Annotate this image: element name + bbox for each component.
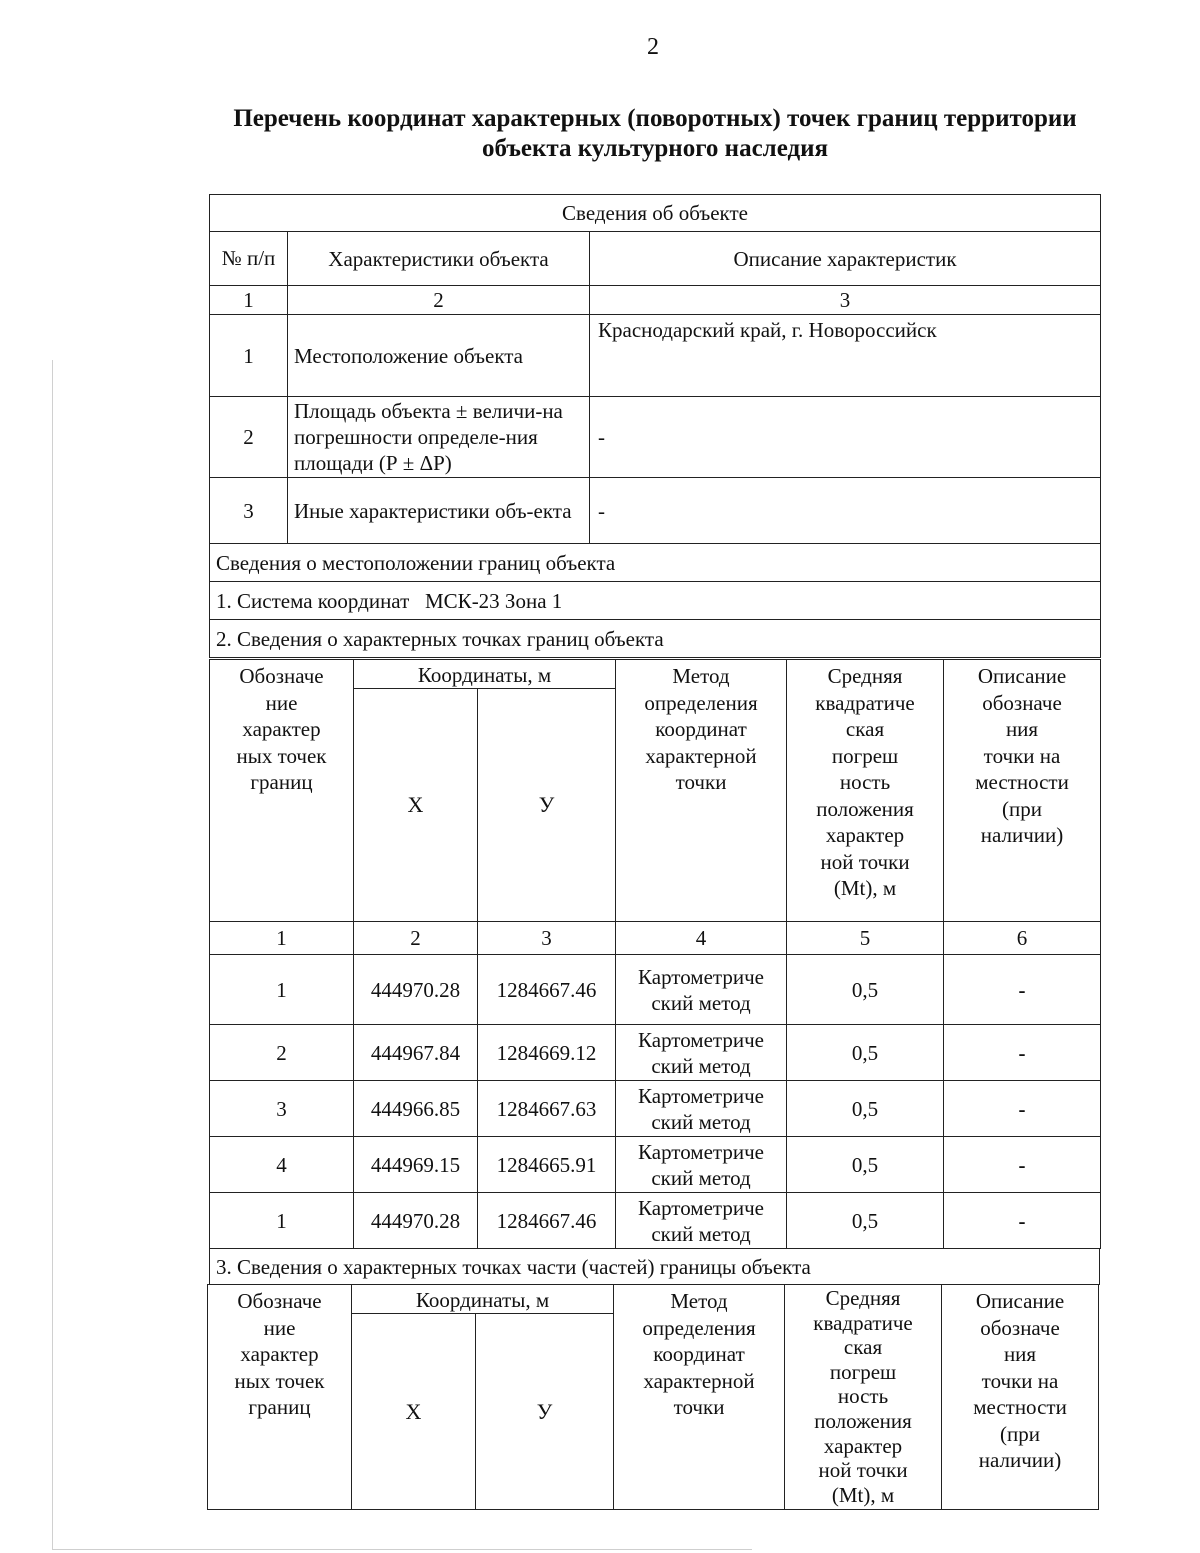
point-method: Картометриче ский метод	[616, 955, 787, 1025]
title-line-2: объекта культурного наследия	[481, 135, 829, 162]
coordinate-system: 1. Система координат МСК-23 Зона 1	[210, 582, 1101, 620]
col-number-6: 6	[944, 922, 1101, 955]
part-boundary-points-table	[207, 1284, 1099, 1510]
y-header: У	[476, 1314, 614, 1510]
col-number-3: 3	[478, 922, 616, 955]
point-description: -	[944, 1137, 1101, 1193]
scan-edge-bottom	[52, 1549, 752, 1550]
point-description: -	[944, 1193, 1101, 1249]
info-row-characteristic: Площадь объекта ± величи-на погрешности определе-ния площади (Р ± ΔР)	[288, 397, 590, 478]
info-row	[210, 397, 1101, 478]
x-header: Х	[352, 1314, 476, 1510]
boundary-points-table	[209, 659, 1101, 1249]
object-info-header: Сведения об объекте	[210, 195, 1101, 232]
point-method: Картометриче ский метод	[616, 1137, 787, 1193]
point-method: Картометриче ский метод	[616, 1081, 787, 1137]
col-number-2: 2	[354, 922, 478, 955]
point-id: 3	[210, 1081, 354, 1137]
info-row-description: -	[590, 478, 1101, 544]
point-id: 4	[210, 1137, 354, 1193]
point-y: 1284669.12	[478, 1025, 616, 1081]
table-row	[210, 1193, 1101, 1249]
info-row-num: 3	[210, 478, 288, 544]
method-header: Метод определения координат характерной точки	[616, 660, 787, 922]
point-x: 444970.28	[354, 955, 478, 1025]
point-x: 444967.84	[354, 1025, 478, 1081]
object-info-table	[209, 194, 1101, 658]
x-header: Х	[354, 689, 478, 922]
info-row-num: 2	[210, 397, 288, 478]
col-number-5: 5	[787, 922, 944, 955]
point-mt: 0,5	[787, 955, 944, 1025]
point-id: 2	[210, 1025, 354, 1081]
point-y: 1284667.46	[478, 955, 616, 1025]
point-method: Картометриче ский метод	[616, 1193, 787, 1249]
col-number-1: 1	[210, 286, 288, 315]
accuracy-header: Средняя квадратиче ская погреш ность положения характер ной точки (Mt), м	[787, 660, 944, 922]
point-mt: 0,5	[787, 1193, 944, 1249]
point-y: 1284667.46	[478, 1193, 616, 1249]
document-title	[180, 104, 1130, 164]
info-row-description: -	[590, 397, 1101, 478]
col-num-header: № п/п	[210, 232, 288, 286]
designation-header: Обозначе ние характер ных точек границ	[208, 1285, 352, 1510]
point-id: 1	[210, 1193, 354, 1249]
point-description: -	[944, 1025, 1101, 1081]
point-id: 1	[210, 955, 354, 1025]
section-2-title: 2. Сведения о характерных точках границ объекта	[210, 620, 1101, 658]
description-header: Описание обозначе ния точки на местности (при наличии)	[944, 660, 1101, 922]
section-3-table	[209, 1248, 1100, 1285]
point-method: Картометриче ский метод	[616, 1025, 787, 1081]
point-x: 444970.28	[354, 1193, 478, 1249]
coordinates-header: Координаты, м	[352, 1285, 614, 1314]
info-row-num: 1	[210, 315, 288, 397]
accuracy-header: Средняя квадратиче ская погреш ность положения характер ной точки (Mt), м	[785, 1285, 942, 1510]
point-y: 1284667.63	[478, 1081, 616, 1137]
col-number-2: 2	[288, 286, 590, 315]
boundaries-header: Сведения о местоположении границ объекта	[210, 544, 1101, 582]
col-characteristics-header: Характеристики объекта	[288, 232, 590, 286]
col-description-header: Описание характеристик	[590, 232, 1101, 286]
info-row	[210, 315, 1101, 397]
y-header: У	[478, 689, 616, 922]
coordinates-header: Координаты, м	[354, 660, 616, 689]
section-3-title: 3. Сведения о характерных точках части (частей) границы объекта	[210, 1249, 1100, 1285]
point-x: 444966.85	[354, 1081, 478, 1137]
table-row	[210, 1137, 1101, 1193]
table-row	[210, 955, 1101, 1025]
point-x: 444969.15	[354, 1137, 478, 1193]
col-number-4: 4	[616, 922, 787, 955]
info-row-characteristic: Местоположение объекта	[288, 315, 590, 397]
description-header: Описание обозначе ния точки на местности (при наличии)	[942, 1285, 1099, 1510]
page-number: 2	[647, 34, 659, 60]
point-description: -	[944, 1081, 1101, 1137]
info-row-characteristic: Иные характеристики объ-екта	[288, 478, 590, 544]
point-mt: 0,5	[787, 1137, 944, 1193]
method-header: Метод определения координат характерной точки	[614, 1285, 785, 1510]
info-row-description: Краснодарский край, г. Новороссийск	[590, 315, 1101, 397]
scan-edge-left	[52, 360, 53, 1550]
col-number-1: 1	[210, 922, 354, 955]
table-row	[210, 1081, 1101, 1137]
title-line-1: Перечень координат характерных (поворотных) точек границ территории	[233, 105, 1077, 132]
table-row	[210, 1025, 1101, 1081]
point-description: -	[944, 955, 1101, 1025]
info-row	[210, 478, 1101, 544]
designation-header: Обозначе ние характер ных точек границ	[210, 660, 354, 922]
point-mt: 0,5	[787, 1081, 944, 1137]
point-y: 1284665.91	[478, 1137, 616, 1193]
point-mt: 0,5	[787, 1025, 944, 1081]
col-number-3: 3	[590, 286, 1101, 315]
